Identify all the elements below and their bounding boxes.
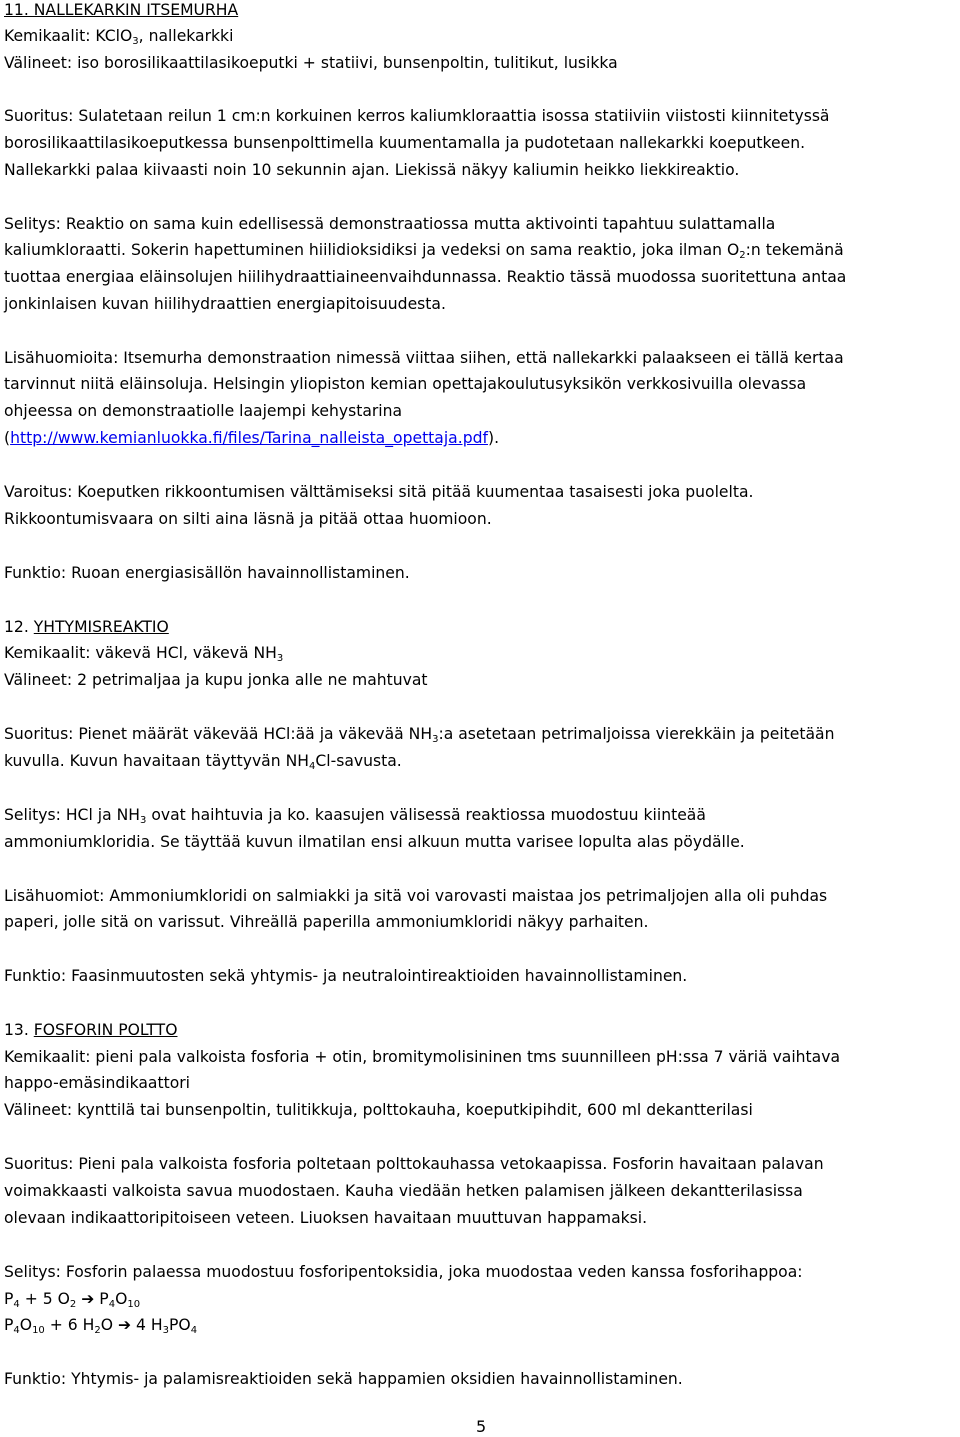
s11-varoitus-line-1: Varoitus: Koeputken rikkoontumisen välttämiseksi sitä pitää kuumentaa tasaisesti joka puolelta. — [4, 483, 754, 501]
s11-funktio: Funktio: Ruoan energiasisällön havainnollistaminen. — [4, 564, 410, 582]
s12-lisahuomiot-line-2: paperi, jolle sitä on varissut. Vihreällä paperilla ammoniumkloridi näkyy parhaiten. — [4, 913, 649, 931]
s12-kemikaalit: Kemikaalit: väkevä HCl, väkevä $NH_3$ — [4, 644, 284, 664]
s13-suoritus-line-1: Suoritus: Pieni pala valkoista fosforia poltetaan polttokauhassa vetokaapissa. Fosforin havaitaan palavan — [4, 1155, 824, 1173]
s13-kemikaalit-line-1: Kemikaalit: pieni pala valkoista fosforia + otin, bromitymolisininen tms suunnilleen pH:ssa 7 väriä vaihtava — [4, 1048, 841, 1066]
s11-lisahuomioita-line-4: (http://www.kemianluokka.fi/files/Tarina_nalleista_opettaja.pdf). — [4, 429, 500, 447]
equation-1: $P_4 + 5$ $O_2$ ➔ $P_4O_{10}$ — [4, 1290, 141, 1310]
tarina-pdf-link[interactable]: http://www.kemianluokka.fi/files/Tarina_nalleista_opettaja.pdf — [10, 429, 488, 447]
s12-suoritus-line-1: Suoritus: Pienet määrät väkevää HCl:ää ja väkevää $NH_3:a$ asetetaan petrimaljoissa vierekkäin ja peitetään — [4, 725, 835, 745]
s11-suoritus-line-2: borosilikaattilasikoeputkessa bunsenpolttimella kuumentamalla ja pudotetaan nallekarkki koeputkeen. — [4, 134, 806, 152]
s13-suoritus-line-2: voimakkaasti valkoista savua muodostaen. Kauha viedään hetken palamisen jälkeen dekantterilasissa — [4, 1182, 803, 1200]
s12-selitys-line-1: Selitys: HCl ja $NH_3$ ovat haihtuvia ja ko. kaasujen välisessä reaktiossa muodostuu kiinteää — [4, 806, 706, 826]
s11-valineet: Välineet: iso borosilikaattilasikoeputki + statiivi, bunsenpoltin, tulitikut, lusikka — [4, 54, 618, 72]
s11-lisahuomioita-line-3: ohjeessa on demonstraatiolle laajempi kehystarina — [4, 402, 403, 420]
s13-valineet: Välineet: kynttilä tai bunsenpoltin, tulitikkuja, polttokauha, koeputkipihdit, 600 ml dekantterilasi — [4, 1101, 753, 1119]
s11-varoitus-line-2: Rikkoontumisvaara on silti aina läsnä ja pitää ottaa huomioon. — [4, 510, 492, 528]
s11-selitys-line-1: Selitys: Reaktio on sama kuin edellisessä demonstraatiossa mutta aktivointi tapahtuu sulattamalla — [4, 215, 776, 233]
s12-valineet: Välineet: 2 petrimaljaa ja kupu jonka alle ne mahtuvat — [4, 671, 428, 689]
s11-lisahuomioita-line-1: Lisähuomioita: Itsemurha demonstraation nimessä viittaa siihen, että nallekarkki palaakseen ei tällä kertaa — [4, 349, 844, 367]
s12-funktio: Funktio: Faasinmuutosten sekä yhtymis- ja neutralointireaktioiden havainnollistaminen. — [4, 967, 688, 985]
reaction-arrow-icon: ➔ — [118, 1316, 132, 1334]
s13-selitys: Selitys: Fosforin palaessa muodostuu fosforipentoksidia, joka muodostaa veden kanssa fosforihappoa: — [4, 1263, 803, 1281]
section-12-heading: 12. YHTYMISREAKTIO — [4, 618, 169, 636]
equation-2: $P_4O_{10} + 6$ $H_2O$ ➔ 4 $H_3PO_4$ — [4, 1316, 198, 1336]
s11-suoritus-line-1: Suoritus: Sulatetaan reilun 1 cm:n korkuinen kerros kaliumkloraattia isossa statiiviin viistosti kiinnitetyssä — [4, 107, 830, 125]
s12-selitys-line-2: ammoniumkloridia. Se täyttää kuvun ilmatilan ensi alkuun mutta varisee lopulta alas pöydälle. — [4, 833, 745, 851]
s11-selitys-line-4: jonkinlaisen kuvan hiilihydraattien energiapitoisuudesta. — [4, 295, 446, 313]
s13-kemikaalit-line-2: happo-emäsindikaattori — [4, 1074, 190, 1092]
s11-selitys-line-3: tuottaa energiaa eläinsolujen hiilihydraattiaineenvaihdunnassa. Reaktio tässä muodossa suoritettuna antaa — [4, 268, 847, 286]
s11-suoritus-line-3: Nallekarkki palaa kiivaasti noin 10 sekunnin ajan. Liekissä näkyy kaliumin heikko liekkireaktio. — [4, 161, 740, 179]
s11-lisahuomioita-line-2: tarvinnut niitä eläinsoluja. Helsingin yliopiston kemian opettajakoulutusyksikön verkkosivuilla olevassa — [4, 375, 807, 393]
s13-suoritus-line-3: olevaan indikaattoripitoiseen veteen. Liuoksen havaitaan muuttuvan happamaksi. — [4, 1209, 648, 1227]
s12-suoritus-line-2: kuvulla. Kuvun havaitaan täyttyvän $NH_4Cl$-savusta. — [4, 752, 402, 772]
s11-kemikaalit: Kemikaalit: KClO$_3$, nallekarkki — [4, 27, 234, 47]
s12-lisahuomiot-line-1: Lisähuomiot: Ammoniumkloridi on salmiakki ja sitä voi varovasti maistaa jos petrimaljojen alla oli puhdas — [4, 887, 828, 905]
page-number: 5 — [476, 1417, 487, 1436]
reaction-arrow-icon: ➔ — [81, 1290, 95, 1308]
s13-funktio: Funktio: Yhtymis- ja palamisreaktioiden sekä happamien oksidien havainnollistaminen. — [4, 1370, 683, 1388]
section-13-heading: 13. FOSFORIN POLTTO — [4, 1021, 178, 1039]
s11-selitys-line-2: kaliumkloraatti. Sokerin hapettuminen hiilidioksidiksi ja vedeksi on sama reaktio, joka ilman $O_2:n$ tekemänä — [4, 241, 844, 261]
section-11-heading: 11. NALLEKARKIN ITSEMURHA — [4, 1, 239, 19]
